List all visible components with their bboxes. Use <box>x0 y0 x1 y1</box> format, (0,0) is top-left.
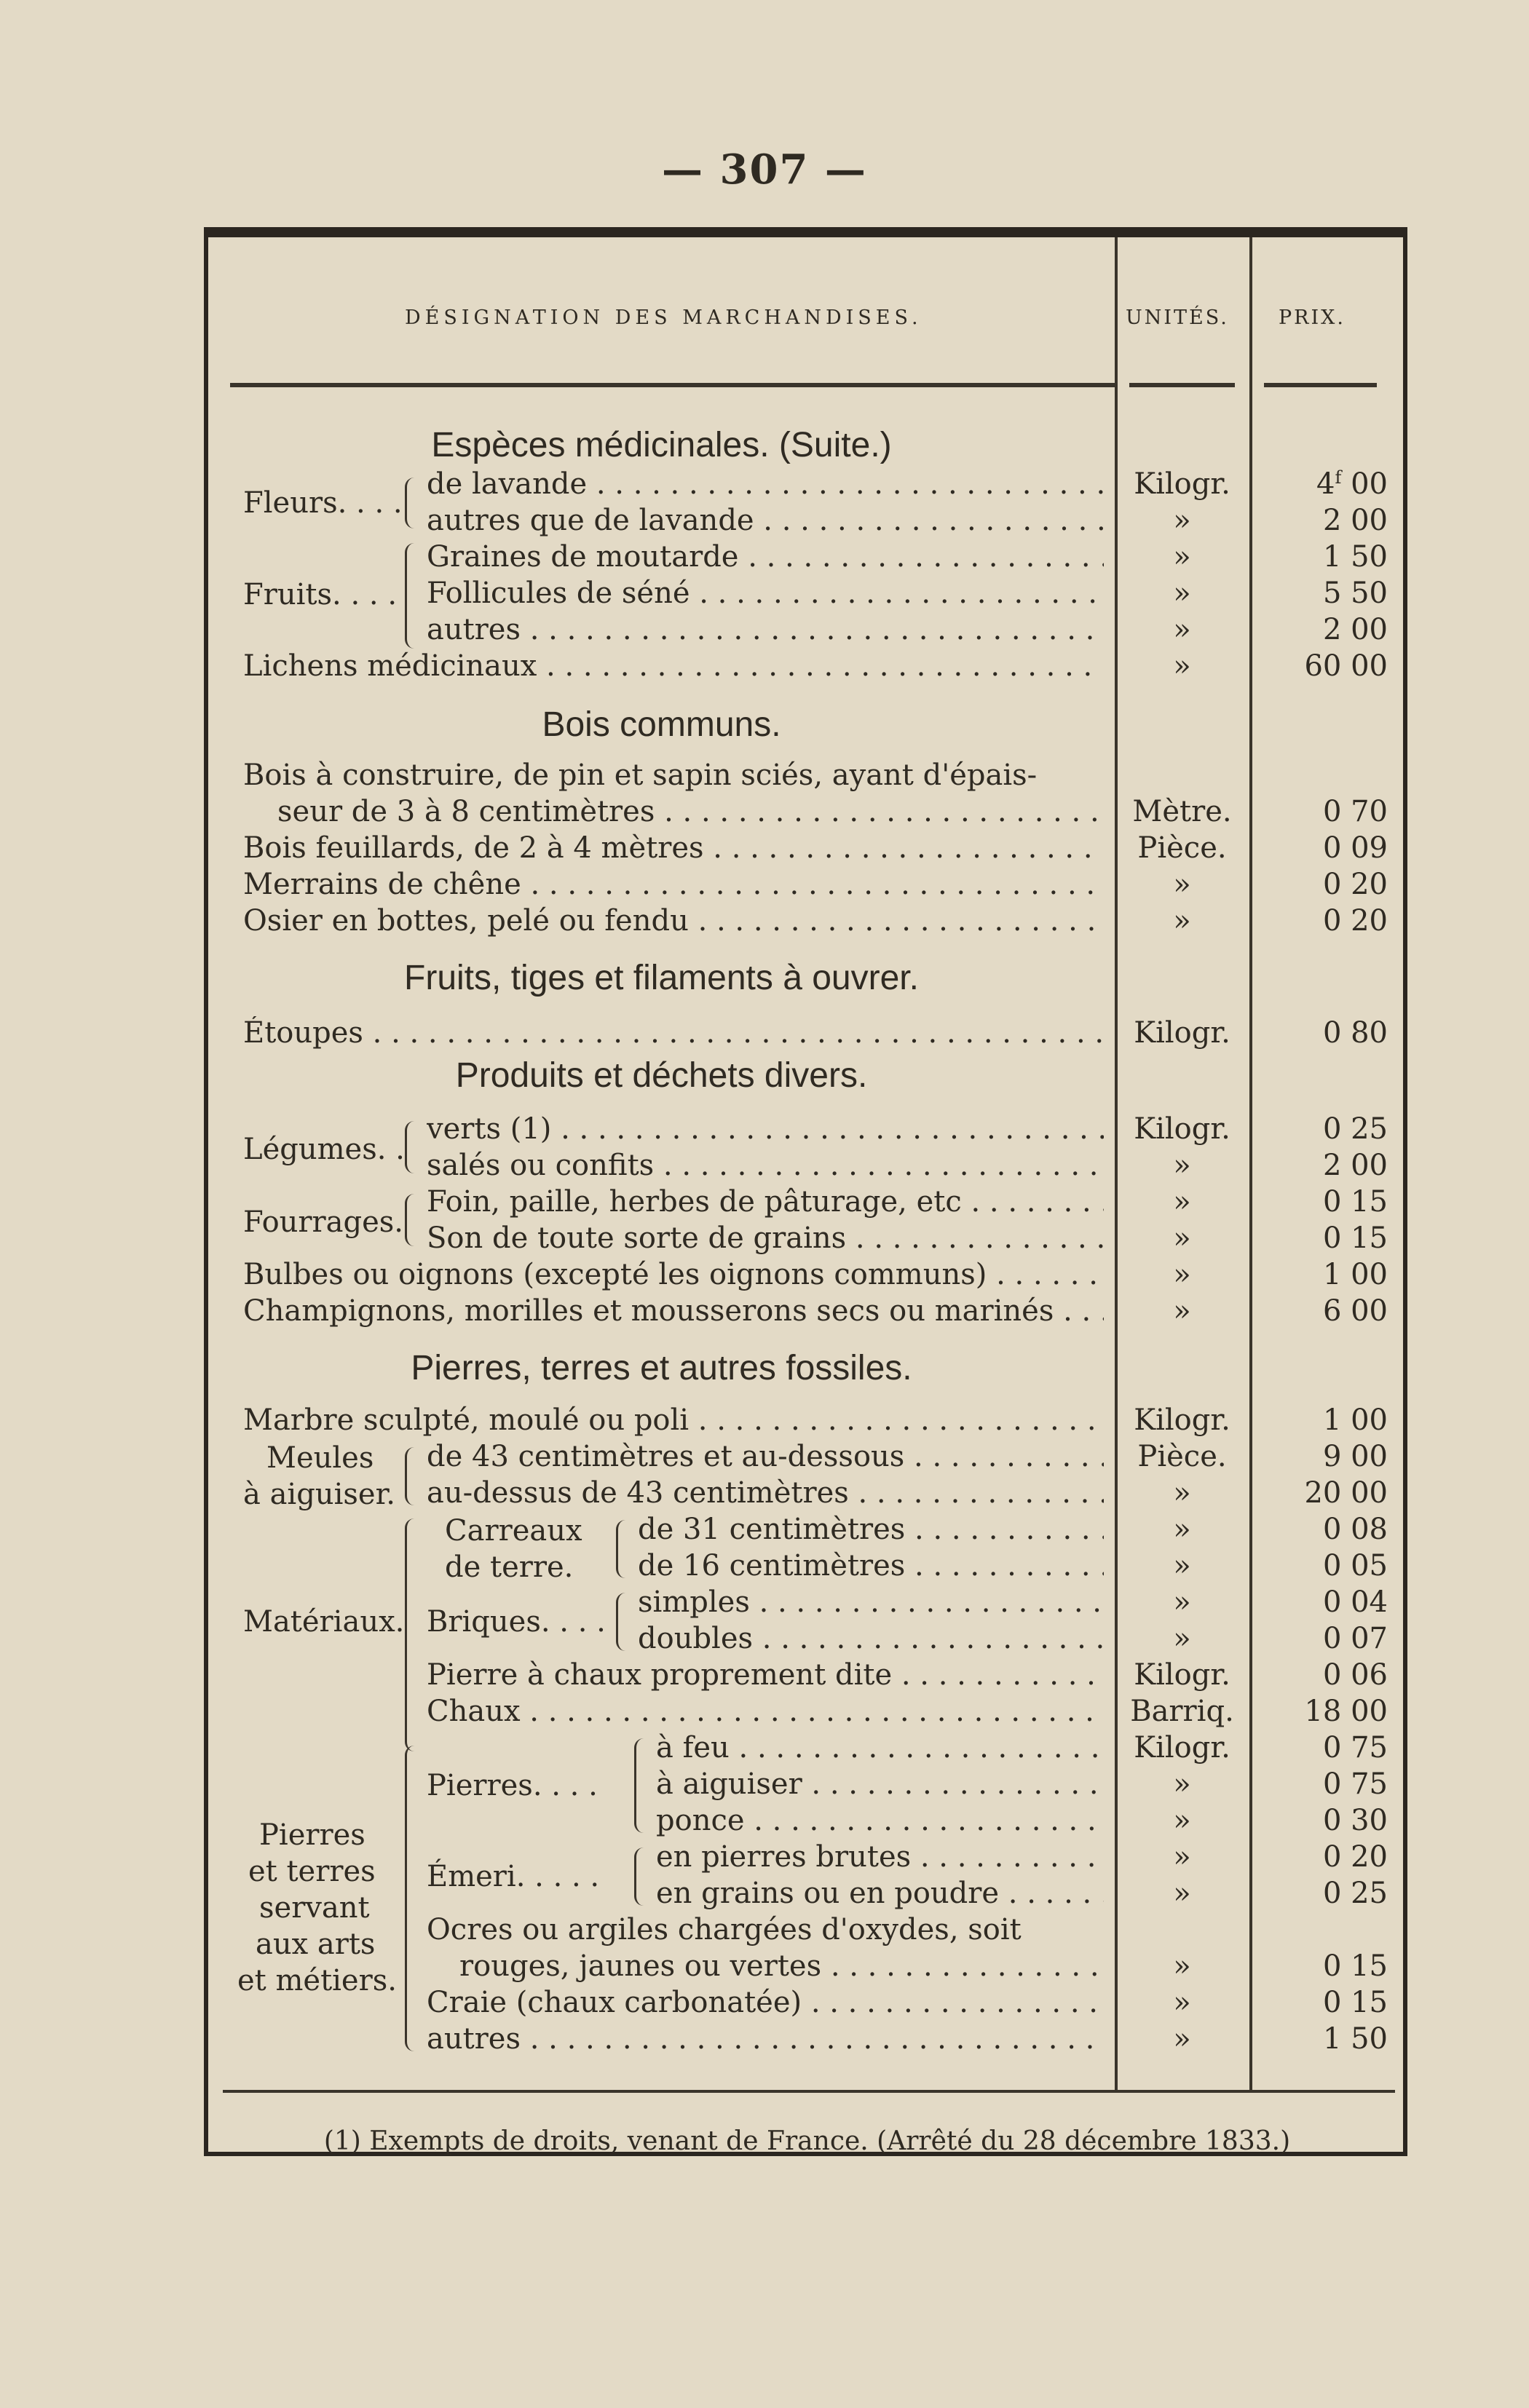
table-row: seur de 3 à 8 centimètres . . . Mètre. 0 70 <box>208 795 1406 831</box>
group-label-fourrages: Fourrages. <box>243 1205 404 1239</box>
group-label-materiaux: Matériaux. <box>243 1605 405 1639</box>
group-label-meules-2: à aiguiser. <box>243 1478 396 1511</box>
table-row: en grains ou en poudre . . . » 0 25 <box>208 1877 1406 1913</box>
footer-rule <box>223 2090 1395 2093</box>
table-row: Bulbes ou oignons (excepté les oignons communs) . . . » 1 00 <box>208 1258 1406 1294</box>
table-row: Chaux . . . Barriq. 18 00 <box>208 1695 1406 1731</box>
table-row: Graines de moutarde . . . » 1 50 <box>208 540 1406 577</box>
table-row: Craie (chaux carbonatée) . . . » 0 15 <box>208 1986 1406 2022</box>
table-row: Merrains de chêne . . . » 0 20 <box>208 868 1406 904</box>
column-header-price: PRIX. <box>1279 306 1346 329</box>
section-title: Pierres, terres et autres fossiles. <box>411 1349 912 1387</box>
column-header-units: UNITÉS. <box>1126 306 1229 329</box>
subgroup-label-carreaux-2: de terre. <box>445 1550 574 1584</box>
table-row: à feu . . . Kilogr. 0 75 <box>208 1731 1406 1767</box>
footnote: (1) Exempts de droits, venant de France. (Arrêté du 28 décembre 1833.) <box>323 2126 1291 2156</box>
section-title: Produits et déchets divers. <box>455 1056 868 1095</box>
table-row: Pierre à chaux proprement dite . . . Kilogr. 0 06 <box>208 1658 1406 1695</box>
page-number: — 307 — <box>662 146 867 194</box>
group-label-fleurs: Fleurs. . . . <box>243 486 403 520</box>
subgroup-label-briques: Briques. . . . <box>427 1605 606 1639</box>
section-title: Espèces médicinales. (Suite.) <box>431 426 892 464</box>
table-row: Champignons, morilles et mousserons secs ou marinés . . . » 6 00 <box>208 1294 1406 1331</box>
table-row: Lichens médicinaux . . . » 60 00 <box>208 649 1406 686</box>
table-row: Marbre sculpté, moulé ou poli . . . Kilogr. 1 00 <box>208 1403 1406 1440</box>
group-label-pierres-terres-2: et terres <box>248 1855 376 1888</box>
table-row: en pierres brutes . . . » 0 20 <box>208 1840 1406 1877</box>
table-row: Étoupes . . . Kilogr. 0 80 <box>208 1016 1406 1053</box>
table-row: à aiguiser . . . » 0 75 <box>208 1767 1406 1804</box>
column-header-designation: DÉSIGNATION DES MARCHANDISES. <box>405 306 922 329</box>
group-label-pierres-terres-4: aux arts <box>256 1928 376 1961</box>
group-label-fruits: Fruits. . . . <box>243 578 398 611</box>
subgroup-label-carreaux: Carreaux <box>445 1514 582 1548</box>
table-row: autres . . . » 1 50 <box>208 2022 1406 2059</box>
table-row: Osier en bottes, pelé ou fendu . . . » 0 20 <box>208 904 1406 940</box>
table-row: salés ou confits . . . » 2 00 <box>208 1149 1406 1185</box>
brace <box>405 1746 414 2051</box>
group-label-pierres-terres-5: et métiers. <box>237 1964 397 1997</box>
section-title: Fruits, tiges et filaments à ouvrer. <box>404 959 919 997</box>
table-row: Bois feuillards, de 2 à 4 mètres . . . Pièce. 0 09 <box>208 831 1406 868</box>
table-row: ponce . . . » 0 30 <box>208 1804 1406 1840</box>
row-text: Ocres ou argiles chargées d'oxydes, soit <box>427 1913 1022 1946</box>
row-text: Bois à construire, de pin et sapin sciés, ayant d'épais- <box>243 759 1038 792</box>
table-row: verts (1) . . . Kilogr. 0 25 <box>208 1112 1406 1149</box>
table-row: de 31 centimètres . . . » 0 08 <box>208 1513 1406 1549</box>
table-row: rouges, jaunes ou vertes . . . » 0 15 <box>208 1949 1406 1986</box>
group-label-pierres-terres-1: Pierres <box>259 1818 366 1852</box>
section-title: Bois communs. <box>542 705 781 744</box>
group-label-pierres-terres-3: servant <box>259 1891 370 1925</box>
tariff-table <box>204 227 1407 2156</box>
table-row: Son de toute sorte de grains . . . » 0 15 <box>208 1221 1406 1258</box>
header-rule <box>230 383 1115 387</box>
table-row: Foin, paille, herbes de pâturage, etc . . . » 0 15 <box>208 1185 1406 1221</box>
table-row: autres . . . » 2 00 <box>208 613 1406 649</box>
subgroup-label-emeri: Émeri. . . . . <box>427 1860 600 1893</box>
table-row: Follicules de séné . . . » 5 50 <box>208 577 1406 613</box>
group-label-meules: Meules <box>266 1441 374 1475</box>
header-rule-price <box>1264 383 1377 387</box>
table-row: de 43 centimètres et au-dessous . . . Pièce. 9 00 <box>208 1440 1406 1476</box>
header-rule-units <box>1129 383 1235 387</box>
table-row: simples . . . » 0 04 <box>208 1585 1406 1622</box>
group-label-legumes: Légumes. . <box>243 1133 405 1166</box>
table-row: au-dessus de 43 centimètres . . . » 20 00 <box>208 1476 1406 1513</box>
table-row: autres que de lavande . . . » 2 00 <box>208 504 1406 540</box>
table-row: de lavande . . . Kilogr. 4$^f$ 00 <box>208 467 1406 504</box>
table-row: doubles . . . » 0 07 <box>208 1622 1406 1658</box>
subgroup-label-pierres: Pierres. . . . <box>427 1769 598 1802</box>
table-row: de 16 centimètres . . . » 0 05 <box>208 1549 1406 1585</box>
